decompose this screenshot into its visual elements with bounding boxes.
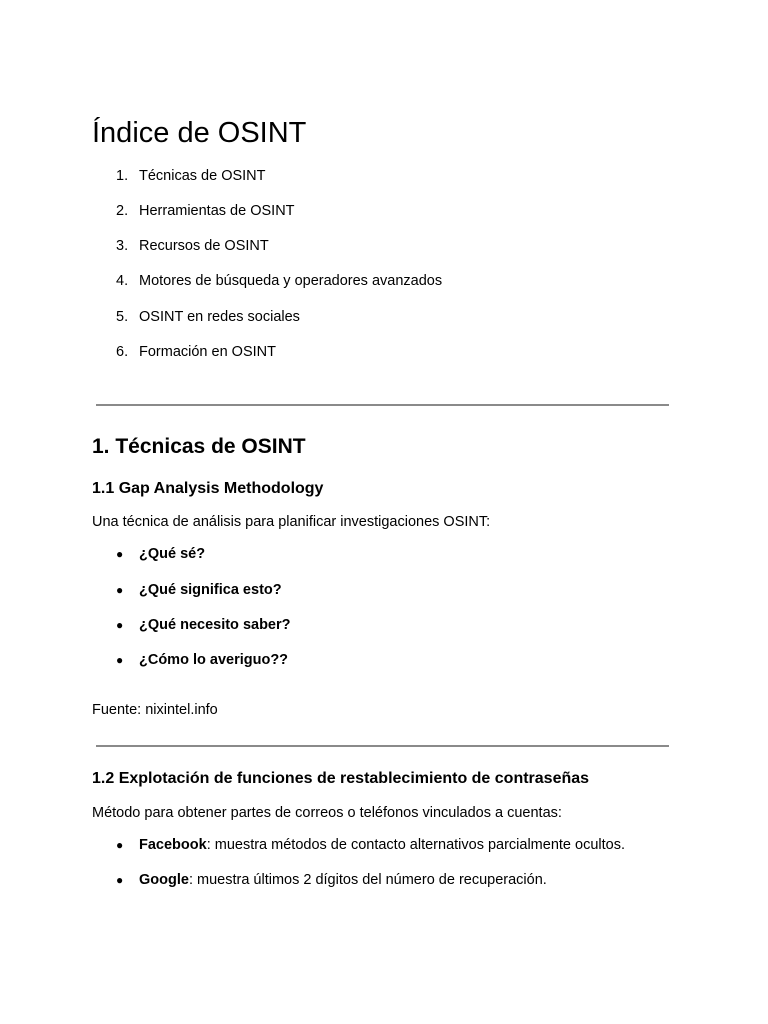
list-item	[116, 580, 282, 600]
subsection-heading: 1.2 Explotación de funciones de restablecimiento de contraseñas	[92, 770, 590, 787]
list-item-term: Google	[139, 872, 189, 888]
section-heading: 1. Técnicas de OSINT	[92, 435, 306, 458]
toc-number: 4.	[116, 273, 129, 289]
source-note: Fuente: nixintel.info	[92, 702, 218, 718]
toc-label: Técnicas de OSINT	[139, 168, 266, 184]
toc-label: Motores de búsqueda y operadores avanzados	[139, 273, 443, 289]
list-item-text: : muestra últimos 2 dígitos del número de recuperación.	[188, 872, 547, 888]
list-item	[116, 544, 205, 564]
toc-label: Herramientas de OSINT	[139, 203, 295, 219]
toc-item	[116, 307, 300, 327]
subsection-heading: 1.1 Gap Analysis Methodology	[92, 480, 324, 497]
toc-label: Recursos de OSINT	[139, 238, 269, 254]
toc-item	[116, 166, 266, 186]
list-item	[116, 870, 547, 890]
toc-number: 6.	[116, 344, 129, 360]
list-item-text: ¿Qué significa esto?	[139, 582, 282, 598]
toc-item	[116, 236, 269, 256]
bullet-icon: ●	[116, 618, 124, 632]
list-item-text: ¿Qué sé?	[139, 546, 206, 562]
list-item	[116, 835, 625, 855]
toc-number: 5.	[116, 309, 129, 325]
toc-item	[116, 201, 295, 221]
list-item-text: ¿Qué necesito saber?	[139, 617, 291, 633]
bullet-icon: ●	[116, 547, 124, 561]
document-title: Índice de OSINT	[92, 117, 307, 149]
toc-label: Formación en OSINT	[139, 344, 276, 360]
toc-label: OSINT en redes sociales	[139, 309, 300, 325]
list-item	[116, 650, 288, 670]
bullet-icon: ●	[116, 653, 124, 667]
bullet-icon: ●	[116, 838, 124, 852]
toc-number: 2.	[116, 203, 129, 219]
toc-number: 1.	[116, 168, 129, 184]
bullet-icon: ●	[116, 583, 124, 597]
horizontal-rule	[96, 745, 669, 747]
toc-item	[116, 342, 276, 362]
toc-number: 3.	[116, 238, 129, 254]
horizontal-rule	[96, 404, 669, 406]
bullet-icon: ●	[116, 873, 124, 887]
paragraph: Método para obtener partes de correos o teléfonos vinculados a cuentas:	[92, 805, 562, 821]
list-item-term: Facebook	[139, 837, 207, 853]
list-item-text: : muestra métodos de contacto alternativos parcialmente ocultos.	[206, 837, 625, 853]
paragraph: Una técnica de análisis para planificar investigaciones OSINT:	[92, 514, 491, 530]
toc-item	[116, 271, 442, 291]
list-item-text: ¿Cómo lo averiguo??	[139, 652, 289, 668]
list-item	[116, 615, 291, 635]
